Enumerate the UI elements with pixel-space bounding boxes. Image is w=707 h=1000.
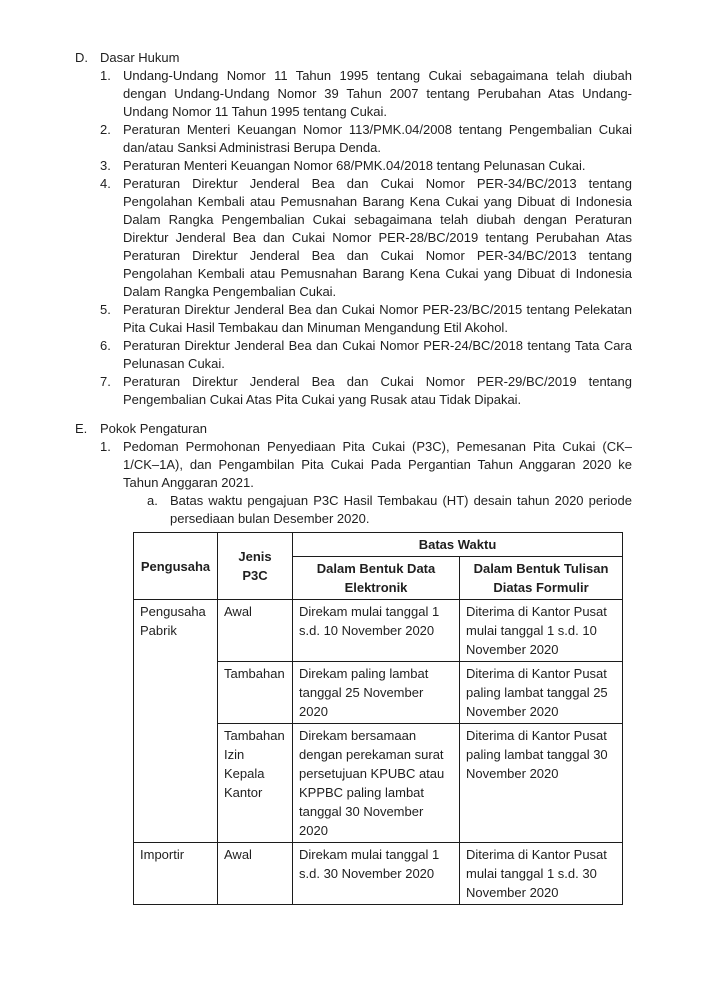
- legal-item: [100, 337, 632, 373]
- cell-jenis: Awal: [218, 600, 293, 662]
- sub-item: [100, 492, 632, 528]
- cell-formulir: Diterima di Kantor Pusat mulai tanggal 1 s.d. 10 November 2020: [460, 600, 623, 662]
- item-text: Peraturan Direktur Jenderal Bea dan Cukai Nomor PER-29/BC/2019 tentang Pengembalian Cukai Atas Pita Cukai yang Rusak atau Tidak Dipakai.: [123, 374, 632, 407]
- subitem-text: Batas waktu pengajuan P3C Hasil Tembakau (HT) desain tahun 2020 periode persediaan bulan Desember 2020.: [170, 493, 632, 526]
- legal-item: [100, 121, 632, 157]
- section-heading: [75, 420, 632, 438]
- item-text: Undang-Undang Nomor 11 Tahun 1995 tentang Cukai sebagaimana telah diubah dengan Undang-Undang Nomor 39 Tahun 2007 tentang Perubahan Atas Undang-Undang Nomor 11 Tahun 1995 tentang Cukai.: [123, 68, 632, 119]
- item-number: 4.: [100, 176, 111, 191]
- table-row: [134, 843, 623, 905]
- cell-elektronik: Direkam mulai tanggal 1 s.d. 10 November 2020: [293, 600, 460, 662]
- item-text: Peraturan Direktur Jenderal Bea dan Cukai Nomor PER-23/BC/2015 tentang Pelekatan Pita Cukai Hasil Tembakau dan Minuman Mengandung Etil Akohol.: [123, 302, 632, 335]
- section-heading: [75, 49, 632, 67]
- legal-item: [100, 157, 632, 175]
- item-number: 6.: [100, 338, 111, 353]
- item-text: Peraturan Direktur Jenderal Bea dan Cukai Nomor PER-24/BC/2018 tentang Tata Cara Pelunasan Cukai.: [123, 338, 632, 371]
- cell-elektronik: Direkam bersamaan dengan perekaman surat persetujuan KPUBC atau KPPBC paling lambat tanggal 30 November 2020: [293, 724, 460, 843]
- cell-jenis: Tambahan: [218, 662, 293, 724]
- cell-pengusaha: Pengusaha Pabrik: [134, 600, 218, 843]
- header-pengusaha: Pengusaha: [134, 533, 218, 600]
- cell-jenis: Tambahan Izin Kepala Kantor: [218, 724, 293, 843]
- header-data-elektronik: Dalam Bentuk Data Elektronik: [293, 557, 460, 600]
- p3c-deadline-table: [133, 532, 623, 905]
- header-tulisan-formulir: Dalam Bentuk Tulisan Diatas Formulir: [460, 557, 623, 600]
- item-text: Peraturan Direktur Jenderal Bea dan Cukai Nomor PER-34/BC/2013 tentang Pengolahan Kembali atau Pemusnahan Barang Kena Cukai yang Dibuat di Indonesia Dalam Rangka Pengembalian Cukai sebagaimana telah diubah dengan Peraturan Direktur Jenderal Bea dan Cukai Nomor PER-28/BC/2019 tentang Perubahan Atas Peraturan Direktur Jenderal Bea dan Cukai Nomor PER-34/BC/2013 tentang Pengolahan Kembali atau Pemusnahan Barang Kena Cukai yang Dibuat di Indonesia Dalam Rangka Pengembalian Cukai.: [123, 176, 632, 299]
- section-title: Pokok Pengaturan: [100, 421, 207, 436]
- spacer: [100, 492, 123, 528]
- cell-pengusaha: Importir: [134, 843, 218, 905]
- item-number: 1.: [100, 68, 111, 83]
- item-number: 1.: [100, 439, 111, 454]
- item-text: Peraturan Menteri Keuangan Nomor 68/PMK.04/2018 tentang Pelunasan Cukai.: [123, 158, 586, 173]
- cell-elektronik: Direkam paling lambat tanggal 25 November 2020: [293, 662, 460, 724]
- cell-elektronik: Direkam mulai tanggal 1 s.d. 30 November 2020: [293, 843, 460, 905]
- cell-formulir: Diterima di Kantor Pusat paling lambat tanggal 25 November 2020: [460, 662, 623, 724]
- header-batas-waktu: Batas Waktu: [293, 533, 623, 557]
- cell-jenis: Awal: [218, 843, 293, 905]
- legal-item: [100, 438, 632, 492]
- item-text: Pedoman Permohonan Penyediaan Pita Cukai (P3C), Pemesanan Pita Cukai (CK–1/CK–1A), dan Pengambilan Pita Cukai Pada Pergantian Tahun Anggaran 2020 ke Tahun Anggaran 2021.: [123, 439, 632, 490]
- section-label: D.: [75, 50, 88, 65]
- item-number: 5.: [100, 302, 111, 317]
- section-title: Dasar Hukum: [100, 50, 180, 65]
- legal-item: [100, 175, 632, 301]
- item-text: Peraturan Menteri Keuangan Nomor 113/PMK.04/2008 tentang Pengembalian Cukai dan/atau Sanksi Administrasi Berupa Denda.: [123, 122, 632, 155]
- table-row: [134, 600, 623, 662]
- section-pokok-pengaturan: [75, 420, 632, 528]
- section-label: E.: [75, 421, 88, 436]
- cell-formulir: Diterima di Kantor Pusat mulai tanggal 1 s.d. 30 November 2020: [460, 843, 623, 905]
- subitem: [123, 492, 632, 528]
- subitem-wrap: [123, 492, 632, 528]
- item-number: 3.: [100, 158, 111, 173]
- cell-formulir: Diterima di Kantor Pusat paling lambat tanggal 30 November 2020: [460, 724, 623, 843]
- legal-item: [100, 373, 632, 409]
- subitem-letter: a.: [147, 493, 158, 508]
- section-dasar-hukum: [75, 49, 632, 409]
- item-number: 2.: [100, 122, 111, 137]
- item-number: 7.: [100, 374, 111, 389]
- table-header-row: [134, 533, 623, 557]
- legal-item: [100, 67, 632, 121]
- legal-item: [100, 301, 632, 337]
- header-jenis-p3c: Jenis P3C: [218, 533, 293, 600]
